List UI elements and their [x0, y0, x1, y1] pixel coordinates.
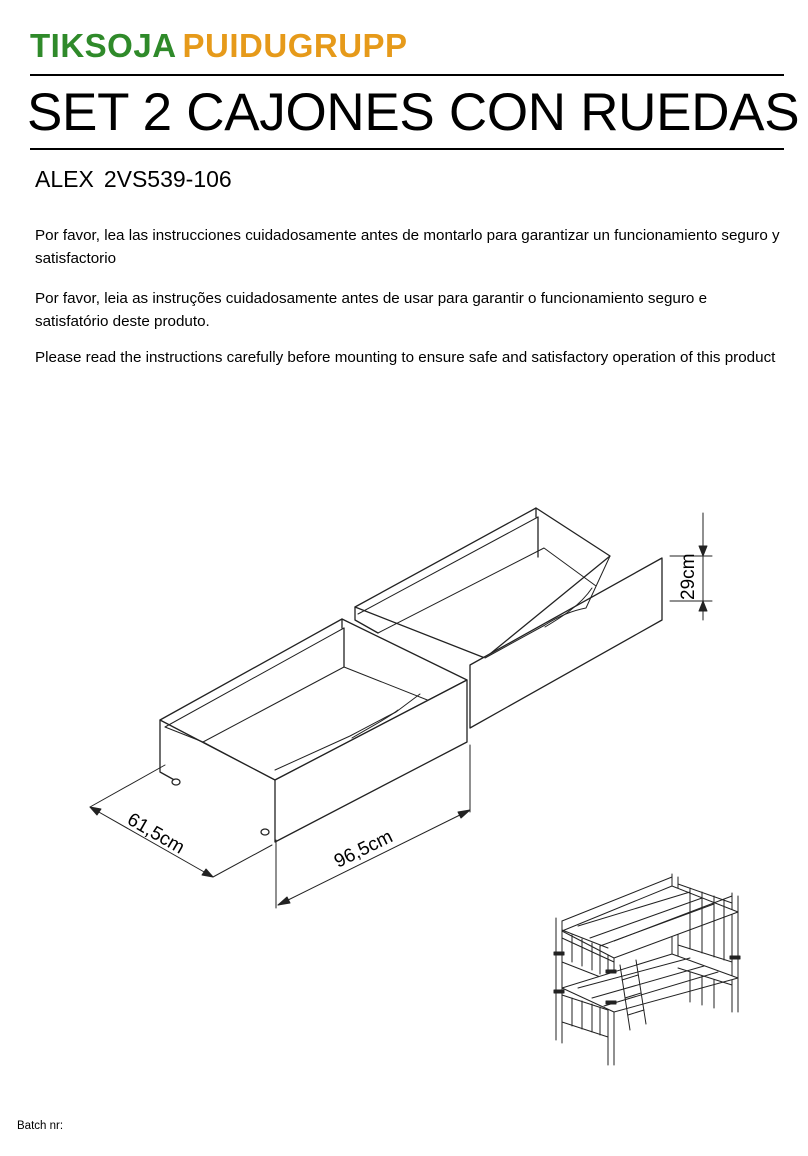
dimension-depth-label: 61,5cm [123, 809, 188, 859]
model-code: 2VS539-106 [103, 166, 232, 192]
bunk-bed-illustration [554, 874, 740, 1065]
document-title: SET 2 CAJONES CON RUEDAS [27, 83, 800, 142]
batch-number-label: Batch nr: [17, 1120, 64, 1132]
drawer-front [160, 619, 467, 842]
instructions-spanish: Por favor, lea las instrucciones cuidadosamente antes de montarlo para garantizar un funcionamiento seguro y satisfactorio [35, 227, 780, 267]
brand-name-tiksoja: TIKSOJA [30, 27, 177, 64]
instructions-english: Please read the instructions carefully before mounting to ensure safe and satisfactory operation of this product [35, 349, 776, 366]
dimension-height-label: 29cm [678, 553, 699, 600]
instructions-portuguese: Por favor, leia as instruções cuidadosamente antes de usar para garantir o funcionamiento seguro e satisfatório deste produto. [35, 290, 708, 330]
brand-name-puidugrupp: PUIDUGRUPP [182, 27, 408, 64]
dimension-width-label: 96,5cm [330, 826, 397, 873]
model-name: ALEX [35, 166, 94, 192]
